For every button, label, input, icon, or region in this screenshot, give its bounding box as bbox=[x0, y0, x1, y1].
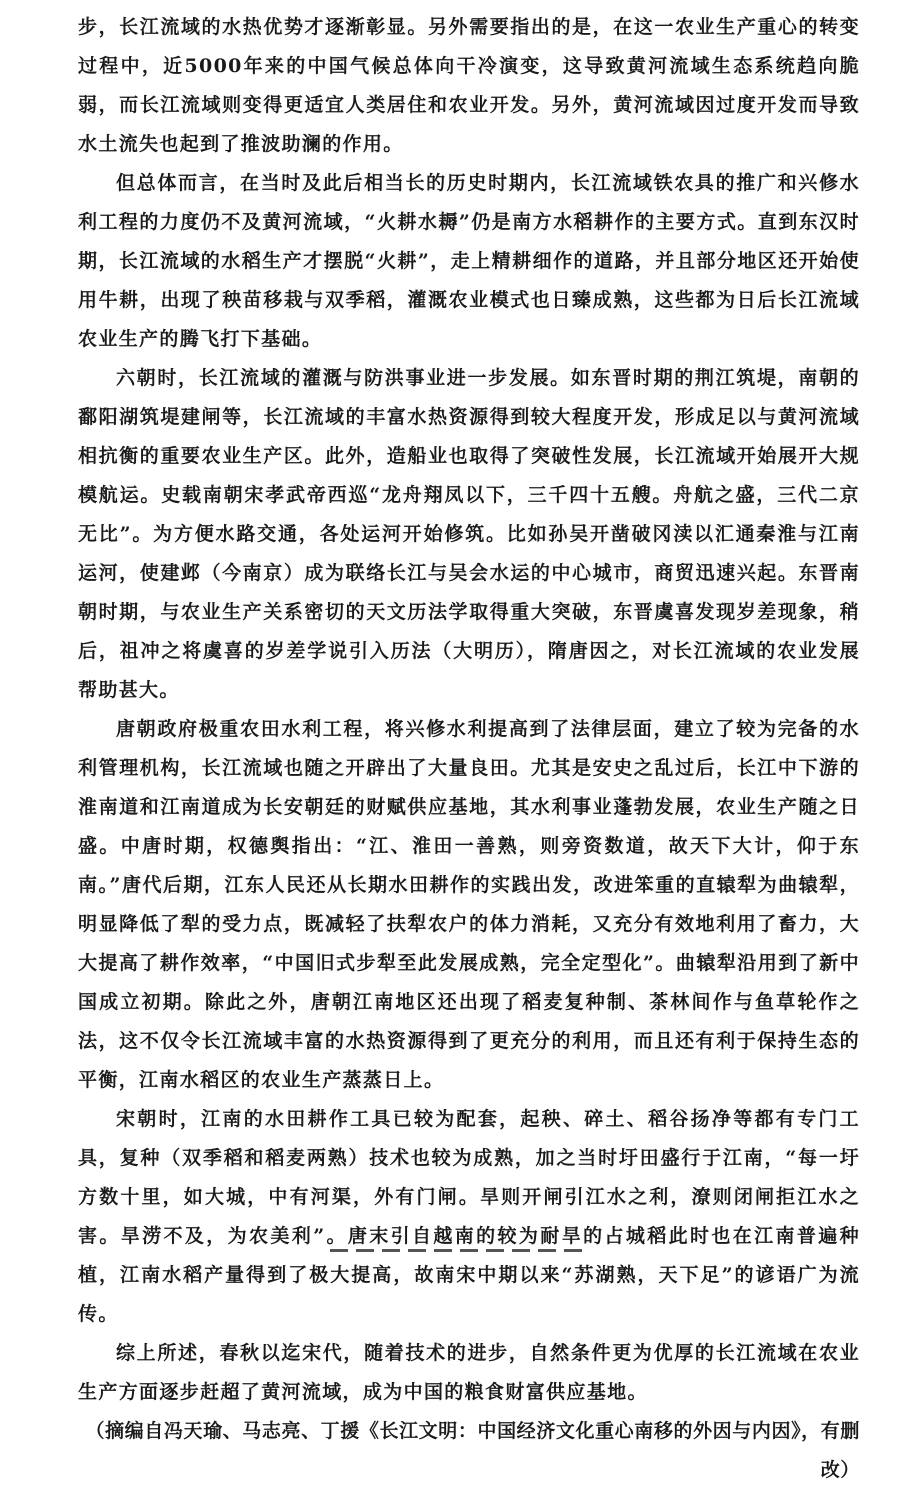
paragraph-song-dynasty: 宋朝时，江南的水田耕作工具已较为配套，起秧、碎土、稻谷扬净等都有专门工具，复种（双季稻和稻麦两熟）技术也较为成熟，加之当时圩田盛行于江南，“每一圩方数十里，如大城，中有河渠，外有门闸。旱则开闸引江水之利，潦则闭闸拒江水之害。旱涝不及，为农美利”。唐末引自越南的较为耐旱的占城稻此时也在江南普遍种植，江南水稻产量得到了极大提高，故南宋中期以来“苏湖熟，天下足”的谚语广为流传。 bbox=[78, 1108, 860, 1325]
paragraph-continuation: 步，长江流域的水热优势才逐渐彰显。另外需要指出的是，在这一农业生产重心的转变过程中，近5000年来的中国气候总体向干冷演变，这导致黄河流域生态系统趋向脆弱，而长江流域则变得更适宜人类居住和农业开发。另外，黄河流域因过度开发而导致水土流失也起到了推波助澜的作用。 bbox=[78, 16, 860, 155]
source-citation: （摘编自冯天瑜、马志亮、丁援《长江文明：中国经济文化重心南移的外因与内因》，有删改） bbox=[85, 1420, 860, 1481]
paragraph-six-dynasties: 六朝时，长江流域的灌溉与防洪事业进一步发展。如东晋时期的荆江筑堤，南朝的鄱阳湖筑堤建闸等，长江流域的丰富水热资源得到较大程度开发，形成足以与黄河流域相抗衡的重要农业生产区。此外，造船业也取得了突破性发展，长江流域开始展开大规模航运。史载南朝宋孝武帝西巡“龙舟翔凤以下，三千四十五艘。舟航之盛，三代二京无比”。为方便水路交通，各处运河开始修筑。比如孙吴开凿破冈渎以汇通秦淮与江南运河，使建邺（今南京）成为联络长江与吴会水运的中心城市，商贸迅速兴起。东晋南朝时期，与农业生产关系密切的天文历法学取得重大突破，东晋虞喜发现岁差现象，稍后，祖冲之将虞喜的岁差学说引入历法（大明历），隋唐因之，对长江流域的农业发展帮助甚大。 bbox=[78, 367, 860, 701]
article-body bbox=[78, 8, 860, 1490]
paragraph-tang-dynasty: 唐朝政府极重农田水利工程，将兴修水利提高到了法律层面，建立了较为完备的水利管理机构，长江流域也随之开辟出了大量良田。尤其是安史之乱过后，长江中下游的淮南道和江南道成为长安朝廷的财赋供应基地，其水利事业蓬勃发展，农业生产随之日盛。中唐时期，权德舆指出：“江、淮田一善熟，则旁资数道，故天下大计，仰于东南。”唐代后期，江东人民还从长期水田耕作的实践出发，改进笨重的直辕犁为曲辕犁，明显降低了犁的受力点，既减轻了扶犁农户的体力消耗，又充分有效地利用了畜力，大大提高了耕作效率，“中国旧式步犁至此发展成熟，完全定型化”。曲辕犁沿用到了新中国成立初期。除此之外，唐朝江南地区还出现了稻麦复种制、茶林间作与鱼草轮作之法，这不仅令长江流域丰富的水热资源得到了更充分的利用，而且还有利于保持生态的平衡，江南水稻区的农业生产蒸蒸日上。 bbox=[78, 718, 860, 1091]
paragraph-conclusion: 综上所述，春秋以迄宋代，随着技术的进步，自然条件更为优厚的长江流域在农业生产方面逐步赶超了黄河流域，成为中国的粮食财富供应基地。 bbox=[78, 1342, 860, 1403]
cropped-footer-text bbox=[330, 1246, 590, 1252]
paragraph-han-dynasty: 但总体而言，在当时及此后相当长的历史时期内，长江流域铁农具的推广和兴修水利工程的力度仍不及黄河流域，“火耕水耨”仍是南方水稻耕作的主要方式。直到东汉时期，长江流域的水稻生产才摆脱“火耕”，走上精耕细作的道路，并且部分地区还开始使用牛耕，出现了秧苗移栽与双季稻，灌溉农业模式也日臻成熟，这些都为日后长江流域农业生产的腾飞打下基础。 bbox=[78, 172, 860, 350]
